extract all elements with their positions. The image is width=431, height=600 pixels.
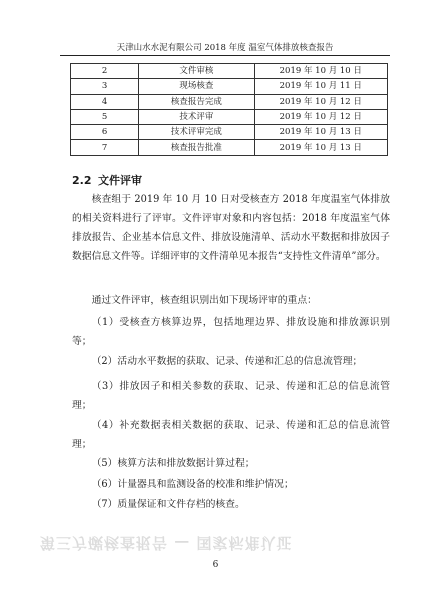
row-number: 7 [71, 140, 139, 155]
table-row [71, 79, 388, 94]
row-date: 2019 年 10 月 11 日 [254, 79, 387, 94]
list-item: （6）计量器具和监测设备的校准和维护情况； [91, 479, 294, 490]
list-item: （5）核算方法和排放数据计算过程； [91, 458, 255, 469]
list-item: （1）受核查方核算边界，包括地理边界、排放设施和排放源识别等； [72, 317, 390, 347]
schedule-table [70, 63, 388, 156]
header-rule [60, 55, 390, 56]
list-item: （4）补充数据表相关数据的获取、记录、传递和汇总的信息流管理； [72, 420, 390, 450]
mirrored-watermark-image [40, 526, 380, 554]
row-number: 5 [71, 109, 139, 124]
row-number: 6 [71, 125, 139, 140]
row-stage: 核查报告完成 [139, 94, 254, 109]
row-date: 2019 年 10 月 13 日 [254, 125, 387, 140]
table-row [71, 140, 388, 155]
row-number: 4 [71, 94, 139, 109]
page-header: 天津山水水泥有限公司 2018 年度 温室气体排放核查报告 [116, 43, 334, 53]
table-row [71, 94, 388, 109]
row-date: 2019 年 10 月 12 日 [254, 94, 387, 109]
row-stage: 现场核查 [139, 79, 254, 94]
table-row [71, 64, 388, 79]
row-date: 2019 年 10 月 13 日 [254, 140, 387, 155]
section-title: 文件评审 [98, 174, 142, 187]
table-row [71, 109, 388, 124]
row-date: 2019 年 10 月 12 日 [254, 109, 387, 124]
table-row [71, 125, 388, 140]
row-stage: 文件审核 [139, 64, 254, 79]
section-heading [72, 172, 142, 188]
row-number: 2 [71, 64, 139, 79]
row-date: 2019 年 10 月 10 日 [254, 64, 387, 79]
page-number: 6 [212, 560, 219, 570]
row-stage: 核查报告批准 [139, 140, 254, 155]
row-stage: 技术评审 [139, 109, 254, 124]
paragraph-review-scope: 核查组于 2019 年 10 月 10 日对受核查方 2018 年度温室气体排放的相关资料进行了评审。文件评审对象和内容包括：2018 年度温室气体排放报告、企业基本信息文件、排放设施清单、活动水平数据和排放因子数据信息文件等。详细评审的文件清单见本报告“支持性文件清单”部分。 [72, 194, 390, 262]
list-item: （2）活动水平数据的获取、记录、传递和汇总的信息流管理； [91, 356, 363, 367]
list-item: （7）质量保证和文件存档的核查。 [91, 499, 245, 510]
paragraph-key-points-intro: 通过文件评审，核查组识别出如下现场评审的重点： [91, 295, 317, 306]
list-item: （3）排放因子和相关参数的获取、记录、传递和汇总的信息流管理； [72, 381, 390, 411]
row-stage: 技术评审完成 [139, 125, 254, 140]
section-number: 2.2 [72, 174, 92, 187]
row-number: 3 [71, 79, 139, 94]
watermark-text: 第三方碳核查报告 — 国家标准认证 [40, 534, 293, 552]
